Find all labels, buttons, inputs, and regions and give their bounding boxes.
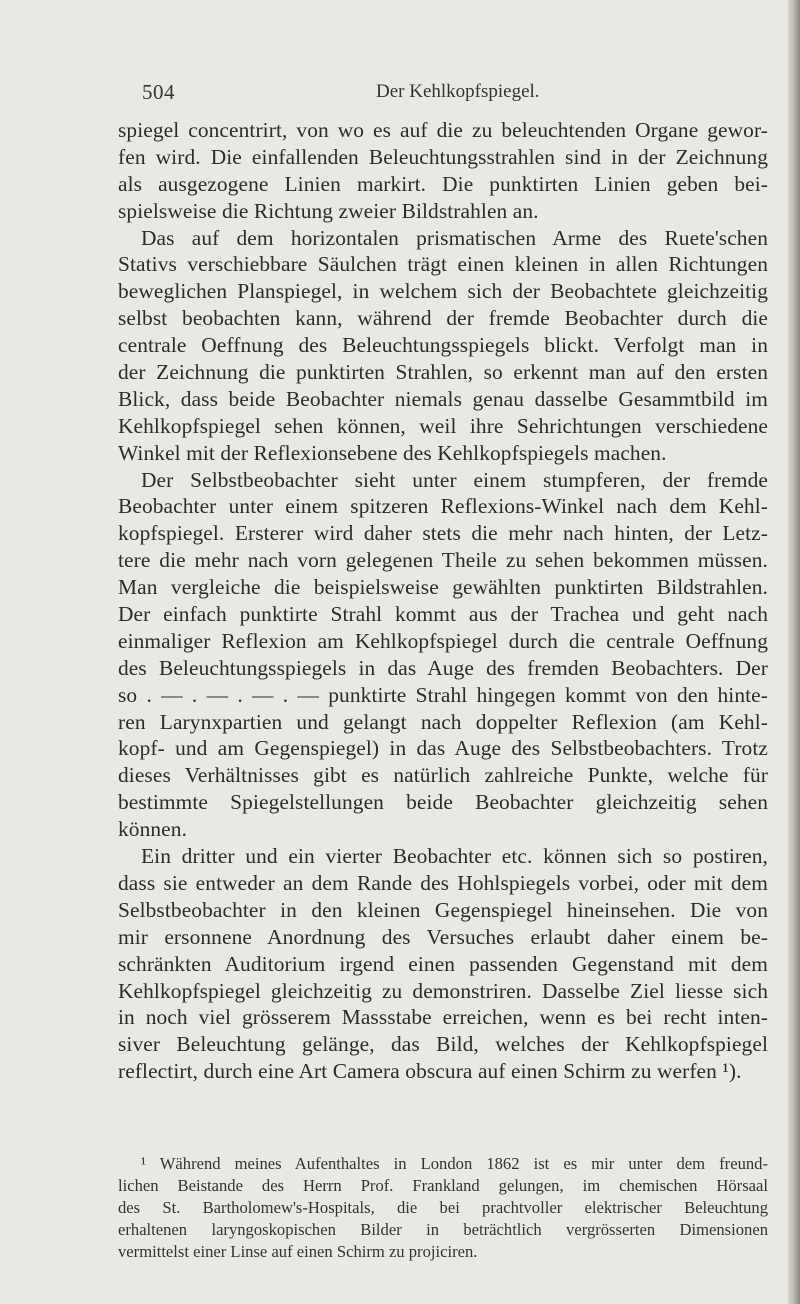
footnote-line: ¹ Während meines Aufenthaltes in London 1862 ist es mir unter dem freund-: [141, 1154, 768, 1173]
text-line: Kehlkopfspiegel sehen können, weil ihre Sehrichtungen verschiedene: [118, 413, 768, 438]
text-line: beweglichen Planspiegel, in welchem sich der Beobachtete gleichzeitig: [118, 279, 768, 304]
page-edge-shadow: [788, 0, 800, 1304]
text-line: bestimmte Spiegelstellungen beide Beobachter gleichzeitig sehen: [118, 790, 768, 815]
footnote-line: des St. Bartholomew's-Hospitals, die bei prachtvoller elektrischer Beleuchtung: [118, 1198, 768, 1217]
text-line: fen wird. Die einfallenden Beleuchtungsstrahlen sind in der Zeichnung: [118, 144, 768, 169]
text-line: einmaliger Reflexion am Kehlkopfspiegel durch die centrale Oeffnung: [118, 628, 768, 653]
text-line: Stativs verschiebbare Säulchen trägt einen kleinen in allen Richtungen: [118, 252, 768, 277]
text-line: mir ersonnene Anordnung des Versuches erlaubt daher einem be-: [118, 924, 768, 949]
text-line: Winkel mit der Reflexionsebene des Kehlkopfspiegels machen.: [118, 440, 667, 465]
text-line: Der einfach punktirte Strahl kommt aus der Trachea und geht nach: [118, 602, 768, 627]
text-line: reflectirt, durch eine Art Camera obscura auf einen Schirm zu werfen ¹).: [118, 1059, 742, 1084]
text-line: dieses Verhältnisses gibt es natürlich zahlreiche Punkte, welche für: [118, 763, 768, 788]
text-line: Der Selbstbeobachter sieht unter einem stumpferen, der fremde: [141, 467, 768, 492]
text-line: kopfspiegel. Ersterer wird daher stets die mehr nach hinten, der Letz-: [118, 521, 768, 546]
text-line: Beobachter unter einem spitzeren Reflexions-Winkel nach dem Kehl-: [118, 494, 768, 519]
text-line: selbst beobachten kann, während der fremde Beobachter durch die: [118, 306, 768, 331]
text-line: in noch viel grösserem Massstabe erreichen, wenn es bei recht inten-: [118, 1005, 768, 1030]
text-line: kopf- und am Gegenspiegel) in das Auge des Selbstbeobachters. Trotz: [118, 736, 768, 761]
footnote-line: vermittelst einer Linse auf einen Schirm zu projiciren.: [118, 1242, 478, 1261]
text-line: tere die mehr nach vorn gelegenen Theile zu sehen bekommen müssen.: [118, 548, 768, 573]
footnote-line: erhaltenen laryngoskopischen Bilder in beträchtlich vergrösserten Dimensionen: [118, 1220, 768, 1239]
text-line: spielsweise die Richtung zweier Bildstrahlen an.: [118, 198, 539, 223]
text-line: des Beleuchtungsspiegels in das Auge des fremden Beobachters. Der: [118, 655, 768, 680]
text-line: Selbstbeobachter in den kleinen Gegenspiegel hineinsehen. Die von: [118, 897, 768, 922]
text-line: Das auf dem horizontalen prismatischen Arme des Ruete'schen: [141, 225, 768, 250]
text-line: der Zeichnung die punktirten Strahlen, so erkennt man auf den ersten: [118, 360, 768, 385]
text-line: so . — . — . — . — punktirte Strahl hingegen kommt von den hinte-: [118, 682, 768, 707]
text-line: Blick, dass beide Beobachter niemals genau dasselbe Gesammtbild im: [118, 386, 768, 411]
text-line: centrale Oeffnung des Beleuchtungsspiegels blickt. Verfolgt man in: [118, 333, 768, 358]
text-line: dass sie entweder an dem Rande des Hohlspiegels vorbei, oder mit dem: [118, 870, 768, 895]
text-line: Man vergleiche die beispielsweise gewählten punktirten Bildstrahlen.: [118, 575, 768, 600]
page-number: 504: [142, 80, 175, 104]
running-title: Der Kehlkopfspiegel.: [376, 81, 540, 102]
text-line: spiegel concentrirt, von wo es auf die zu beleuchtenden Organe gewor-: [118, 118, 768, 142]
text-line: ren Larynxpartien und gelangt nach doppelter Reflexion (am Kehl-: [118, 709, 768, 734]
text-line: Ein dritter und ein vierter Beobachter etc. können sich so postiren,: [141, 844, 768, 869]
text-line: Kehlkopfspiegel gleichzeitig zu demonstriren. Dasselbe Ziel liesse sich: [118, 978, 768, 1003]
footnote-line: lichen Beistande des Herrn Prof. Frankland gelungen, im chemischen Hörsaal: [118, 1176, 768, 1195]
text-line: als ausgezogene Linien markirt. Die punktirten Linien geben bei-: [118, 171, 768, 196]
text-line: schränkten Auditorium irgend einen passenden Gegenstand mit dem: [118, 951, 768, 976]
page-header: [118, 76, 768, 106]
footnote: [118, 1153, 768, 1263]
text-line: siver Beleuchtung gelänge, das Bild, welches der Kehlkopfspiegel: [118, 1032, 768, 1057]
main-text: [118, 117, 768, 1085]
text-line: können.: [118, 817, 188, 842]
